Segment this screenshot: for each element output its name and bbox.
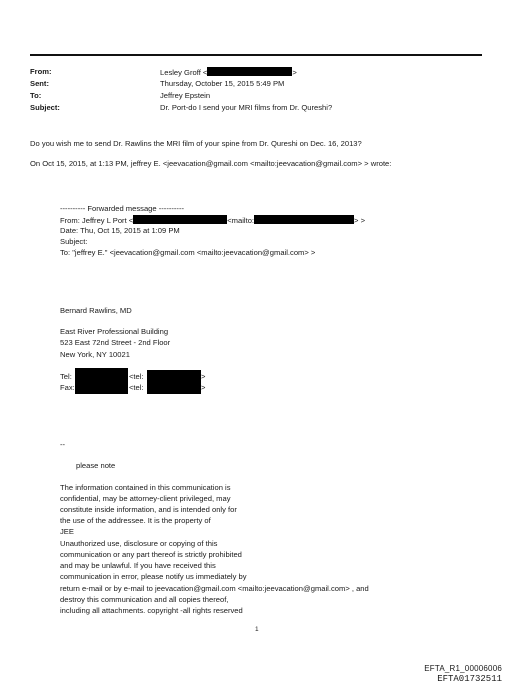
from-close: >	[292, 68, 297, 77]
disclaimer-line: the use of the addressee. It is the property of	[60, 516, 211, 525]
tel-label: Tel:	[60, 372, 72, 381]
forwarded-to: To: "jeffrey E." <jeevacation@gmail.com <mailto:jeevacation@gmail.com> >	[60, 248, 316, 257]
disclaimer-line: The information contained in this communication is	[60, 483, 231, 492]
disclaimer-line: Unauthorized use, disclosure or copying of this	[60, 539, 218, 548]
forwarded-date: Date: Thu, Oct 15, 2015 at 1:09 PM	[60, 226, 180, 235]
please-note: please note	[76, 461, 116, 470]
disclaimer-line: constitute inside information, and is intended only for	[60, 505, 237, 514]
signature-building: East River Professional Building	[60, 327, 169, 336]
fax-close: >	[201, 383, 206, 392]
sent-label: Sent:	[30, 79, 49, 88]
forwarded-mailto: <mailto:	[227, 216, 255, 225]
header-rule	[30, 54, 482, 56]
signature-city: New York, NY 10021	[60, 350, 130, 359]
page-number: 1	[255, 626, 259, 633]
body-question: Do you wish me to send Dr. Rawlins the MRI film of your spine from Dr. Qureshi on Dec. 16, 2013?	[30, 139, 362, 148]
disclaimer-line: return e-mail or by e-mail to jeevacation@gmail.com <mailto:jeevacation@gmail.com> , and	[60, 584, 369, 593]
bates-stamp-primary: EFTA_R1_00006006	[424, 664, 502, 673]
forwarded-subject: Subject:	[60, 237, 88, 246]
disclaimer-line: and may be unlawful. If you have received this	[60, 561, 216, 570]
on-wrote-line: On Oct 15, 2015, at 1:13 PM, jeffrey E. <jeevacation@gmail.com <mailto:jeevacation@gmail.com> > wrote:	[30, 159, 392, 168]
signature-street: 523 East 72nd Street - 2nd Floor	[60, 338, 171, 347]
bates-stamp-secondary: EFTA01732511	[437, 674, 502, 684]
disclaimer-line: including all attachments. copyright -all rights reserved	[60, 606, 243, 615]
tel-close: >	[201, 372, 206, 381]
signature-name: Bernard Rawlins, MD	[60, 306, 132, 315]
from-name: Lesley Groff <	[160, 68, 208, 77]
disclaimer-line: JEE	[60, 527, 74, 536]
forwarded-from-suffix: > >	[354, 216, 366, 225]
disclaimer-line: communication or any part thereof is strictly prohibited	[60, 550, 242, 559]
redaction-block	[133, 215, 227, 224]
subject-label: Subject:	[30, 103, 60, 112]
tel-link: <tel:	[129, 372, 144, 381]
sent-value: Thursday, October 15, 2015 5:49 PM	[160, 79, 285, 88]
to-value: Jeffrey Epstein	[160, 91, 211, 100]
forwarded-from	[60, 215, 365, 226]
from-label: From:	[30, 67, 52, 76]
disclaimer-line: confidential, may be attorney-client privileged, may	[60, 494, 231, 503]
forwarded-from-prefix: From: Jeffrey L Port <	[60, 216, 134, 225]
subject-value: Dr. Port-do I send your MRI films from Dr. Qureshi?	[160, 103, 333, 112]
disclaimer-line: destroy this communication and all copies thereof,	[60, 595, 229, 604]
from-value	[160, 67, 297, 78]
redaction-block	[75, 368, 128, 394]
forwarded-divider: ---------- Forwarded message ----------	[60, 204, 185, 213]
to-label: To:	[30, 91, 42, 100]
redaction-block	[147, 370, 201, 394]
redaction-block	[207, 67, 292, 76]
fax-link: <tel:	[129, 383, 144, 392]
disclaimer-line: communication in error, please notify us immediately by	[60, 572, 247, 581]
fax-label: Fax:	[60, 383, 75, 392]
redaction-block	[254, 215, 354, 224]
signature-dashes: --	[60, 440, 66, 449]
